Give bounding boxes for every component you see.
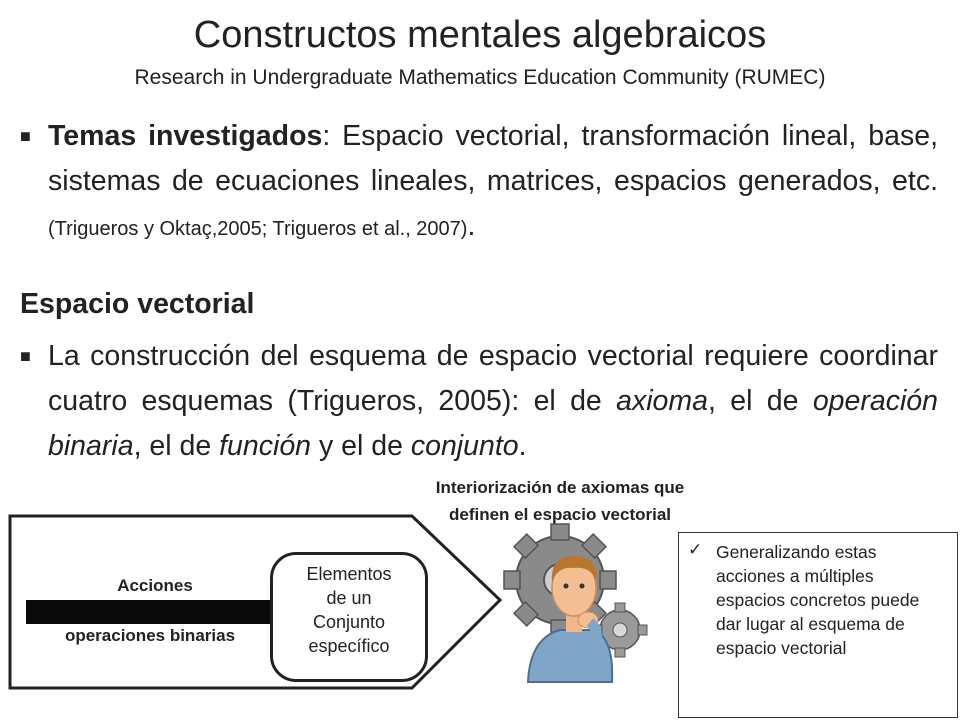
set-elements-text bbox=[282, 562, 416, 658]
term-conjunto: conjunto bbox=[410, 430, 519, 462]
bullet-marker: ■ bbox=[20, 346, 31, 366]
bullet-marker: ■ bbox=[20, 126, 31, 146]
term-funcion: función bbox=[219, 430, 312, 462]
bullet-text: . bbox=[518, 430, 527, 462]
bullet-text: , el de bbox=[133, 430, 220, 462]
section-heading: Espacio vectorial bbox=[20, 288, 255, 320]
bullet-topics bbox=[48, 114, 938, 252]
interiorization-line-2: definen el espacio vectorial bbox=[448, 505, 672, 524]
bullet-text: y el de bbox=[311, 430, 411, 462]
term-operacion-binaria: operación binaria bbox=[48, 385, 938, 462]
thinking-man-gears-icon bbox=[504, 524, 647, 682]
bullet-text: La construcción del esquema de espacio vectorial requiere coordinar cuatro esquemas (Trigueros, 2005): el de bbox=[48, 340, 938, 417]
bullet-topics-text: : Espacio vectorial, transformación lineal, base, sistemas de ecuaciones lineales, matrices, espacios generados, etc. bbox=[48, 120, 938, 197]
bullet-vector-space bbox=[48, 334, 938, 469]
slide-subtitle: Research in Undergraduate Mathematics Education Community (RUMEC) bbox=[134, 66, 826, 89]
set-elements-line: de un bbox=[326, 588, 372, 608]
set-elements-line: Elementos bbox=[306, 564, 392, 584]
interiorization-line-1: Interiorización de axiomas que bbox=[435, 478, 685, 497]
set-elements-line: específico bbox=[308, 636, 390, 656]
bullet-text: , el de bbox=[708, 385, 813, 417]
checkmark-icon: ✓ bbox=[688, 540, 703, 559]
bullet-topics-end: . bbox=[467, 210, 476, 242]
bullet-topics-label: Temas investigados bbox=[48, 120, 323, 152]
generalization-text: Generalizando estas acciones a múltiples espacios concretos puede dar lugar al esquema de espacio vectorial bbox=[716, 542, 920, 658]
slide-title: Constructos mentales algebraicos bbox=[193, 14, 767, 56]
citation: (Trigueros y Oktaç,2005; Trigueros et al., 2007) bbox=[48, 218, 468, 240]
binary-operations-label: operaciones binarias bbox=[64, 626, 236, 645]
interiorization-label bbox=[380, 474, 740, 528]
set-elements-line: Conjunto bbox=[312, 612, 386, 632]
term-axioma: axioma bbox=[616, 385, 708, 417]
actions-label: Acciones bbox=[117, 576, 193, 595]
